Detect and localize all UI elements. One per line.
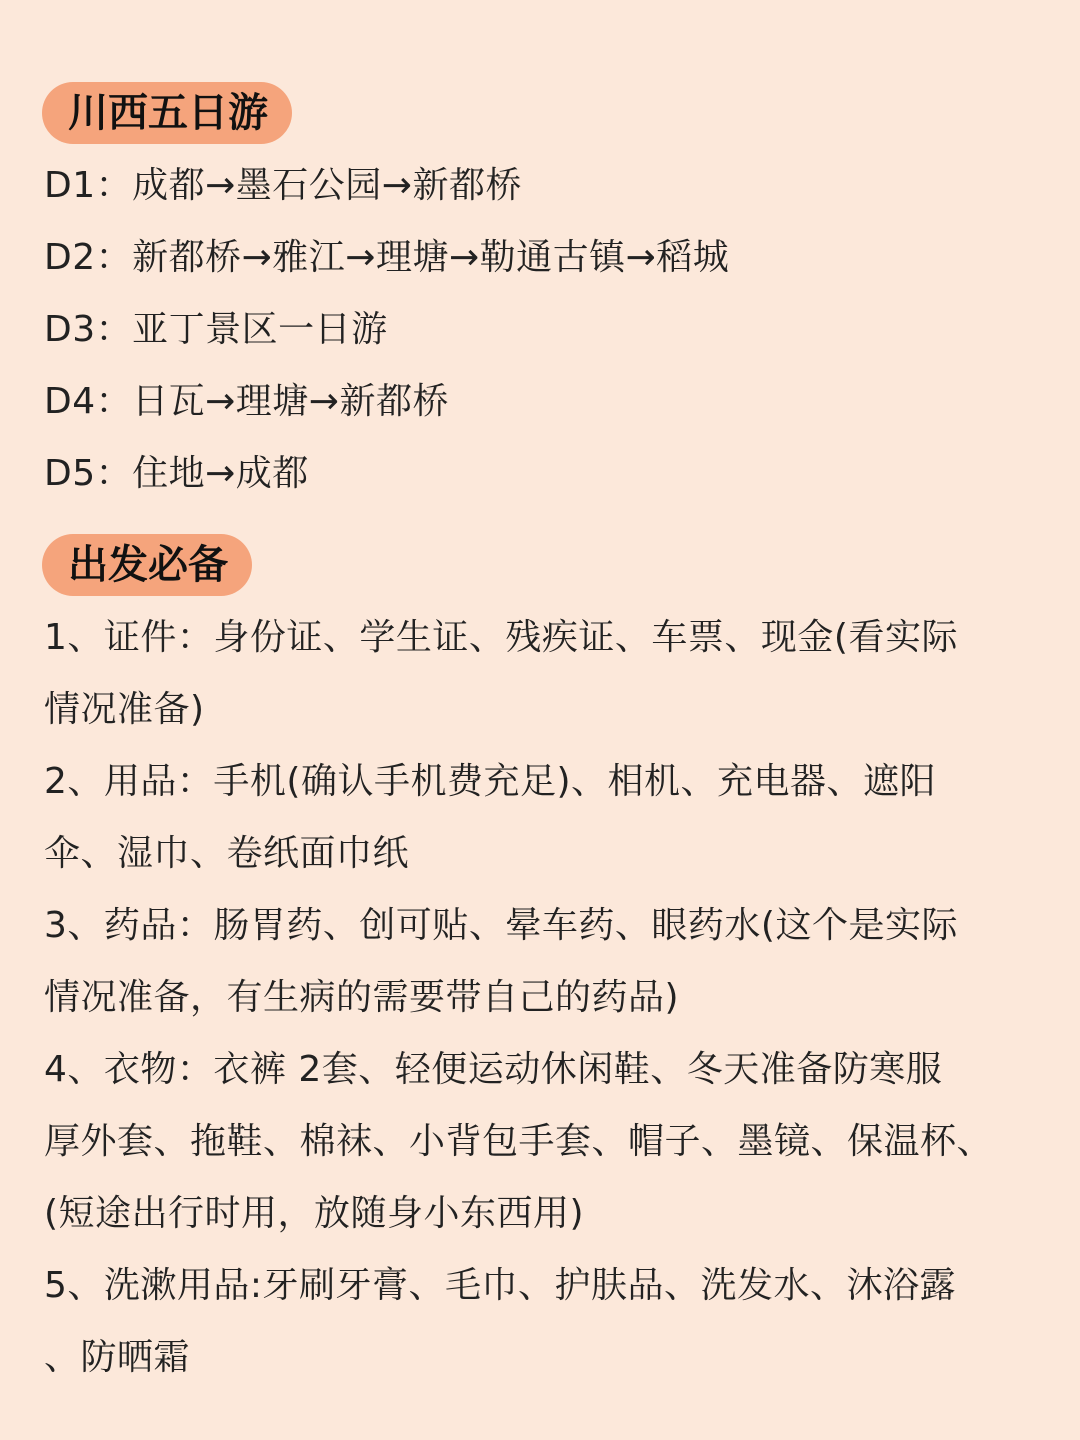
packing-line: 情况准备) — [44, 689, 205, 730]
itinerary-title-badge: 川西五日游 — [42, 82, 292, 144]
itinerary-day-3: D3：亚丁景区一日游 — [44, 309, 388, 350]
packing-line: (短途出行时用，放随身小东西用) — [44, 1193, 585, 1234]
packing-line: 伞、湿巾、卷纸面巾纸 — [44, 833, 410, 874]
packing-line: 情况准备，有生病的需要带自己的药品) — [44, 977, 680, 1018]
itinerary-day-2: D2：新都桥→雅江→理塘→勒通古镇→稻城 — [44, 237, 730, 278]
packing-title-badge: 出发必备 — [42, 534, 252, 596]
packing-line: 厚外套、拖鞋、棉袜、小背包手套、帽子、墨镜、保温杯、 — [44, 1121, 994, 1162]
packing-line: 5、洗漱用品:牙刷牙膏、毛巾、护肤品、洗发水、沐浴露 — [44, 1265, 957, 1306]
packing-line: 、防晒霜 — [44, 1337, 191, 1378]
packing-line: 2、用品：手机(确认手机费充足)、相机、充电器、遮阳 — [44, 761, 936, 802]
packing-line: 4、衣物：衣裤 2套、轻便运动休闲鞋、冬天准备防寒服 — [44, 1049, 943, 1090]
packing-line: 3、药品：肠胃药、创可贴、晕车药、眼药水(这个是实际 — [44, 905, 958, 946]
itinerary-day-4: D4：日瓦→理塘→新都桥 — [44, 381, 449, 422]
itinerary-day-1: D1：成都→墨石公园→新都桥 — [44, 165, 522, 206]
itinerary-day-5: D5：住地→成都 — [44, 453, 309, 494]
packing-line: 1、证件：身份证、学生证、残疾证、车票、现金(看实际 — [44, 617, 958, 658]
